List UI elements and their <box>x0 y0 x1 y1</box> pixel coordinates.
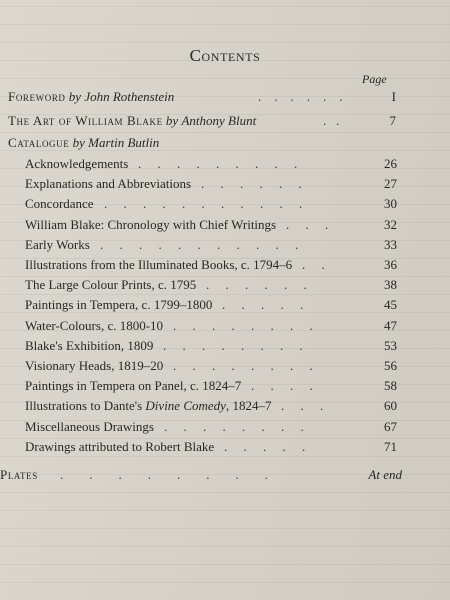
leader-dots: . . <box>302 257 341 272</box>
page-column-header: Page <box>362 72 387 86</box>
catalogue-entry-label: Paintings in Tempera on Panel, c. 1824–7 <box>25 378 242 394</box>
catalogue-entry-label <box>25 397 271 415</box>
catalogue-entry-page: 38 <box>384 277 397 293</box>
catalogue-entry-page: 26 <box>384 156 397 171</box>
catalogue-entry-page: 30 <box>384 196 397 212</box>
catalogue-entry-label: Early Works <box>25 236 90 252</box>
catalogue-entry-label: The Large Colour Prints, c. 1795 <box>25 277 197 293</box>
leader-dots: . . . . . . . . . <box>138 156 314 171</box>
leader-dots: . . . . . . . . . . . <box>100 236 315 252</box>
catalogue-entry-page: 58 <box>384 378 397 394</box>
catalogue-entry-page: 45 <box>384 297 397 313</box>
leader-dots: . . . . . . . . <box>173 358 329 373</box>
art-by: by <box>165 113 179 128</box>
catalogue-entry[interactable] <box>25 357 400 375</box>
catalogue-entry-page: 56 <box>384 358 397 373</box>
leader-dots: . . . . . . <box>206 277 323 293</box>
catalogue-entry-page: 71 <box>384 438 397 454</box>
toc-entry-art-of-blake[interactable] <box>8 112 398 130</box>
label-part: Illustrations to Dante's <box>25 398 146 414</box>
foreword-by: by <box>68 89 82 104</box>
label-italic-part: Divine Comedy <box>145 398 226 414</box>
foreword-label: Foreword <box>8 89 66 104</box>
leader-dots: . . <box>323 113 340 128</box>
leader-dots: . . . . . . <box>201 176 318 192</box>
catalogue-entry-label: Water-Colours, c. 1800-10 <box>25 317 164 333</box>
toc-entry-plates[interactable] <box>0 466 405 484</box>
page-title: Contents <box>189 46 261 65</box>
catalogue-entry-page: 33 <box>384 236 397 252</box>
catalogue-entry[interactable] <box>25 216 400 234</box>
catalogue-entry[interactable] <box>25 175 400 193</box>
catalogue-entry-page: 67 <box>384 418 397 434</box>
catalogue-entry-label: William Blake: Chronology with Chief Writings <box>25 216 277 232</box>
catalogue-entry-label: Visionary Heads, 1819–20 <box>25 358 164 373</box>
catalogue-entry[interactable] <box>25 317 400 335</box>
label-part: , 1824–7 <box>225 398 272 414</box>
catalogue-entry-label: Illustrations from the Illuminated Books, c. 1794–6 <box>25 257 293 272</box>
catalogue-label: Catalogue <box>8 135 70 150</box>
catalogue-entry[interactable] <box>25 276 400 294</box>
leader-dots: . . . . . . <box>258 89 343 104</box>
catalogue-entry-page: 36 <box>384 257 397 272</box>
catalogue-entry-page: 47 <box>384 317 397 333</box>
catalogue-entry-page: 53 <box>384 337 397 353</box>
leader-dots: . . . . . <box>224 438 322 454</box>
leader-dots: . . . . . . . . <box>60 467 268 482</box>
plates-label: Plates <box>0 467 38 482</box>
leader-dots: . . . . . <box>222 297 320 313</box>
catalogue-entry[interactable] <box>25 296 400 314</box>
catalogue-entry-page: 32 <box>384 216 397 232</box>
foreword-page: I <box>391 89 396 104</box>
catalogue-author: Martin Butlin <box>88 135 160 150</box>
catalogue-entry-label: Acknowledgements <box>25 156 129 171</box>
leader-dots: . . . . <box>251 378 329 394</box>
catalogue-entry-label: Concordance <box>25 196 94 212</box>
leader-dots: . . . . . . . . <box>163 337 319 353</box>
leader-dots: . . . <box>281 398 340 414</box>
leader-dots: . . . . . . . . <box>173 317 329 333</box>
catalogue-entry-label: Blake's Exhibition, 1809 <box>25 337 154 353</box>
catalogue-entry[interactable] <box>25 195 400 213</box>
toc-entry-foreword[interactable] <box>8 88 398 106</box>
catalogue-entry[interactable] <box>25 337 400 355</box>
art-author: Anthony Blunt <box>181 113 257 128</box>
catalogue-entry[interactable] <box>25 397 400 415</box>
leader-dots: . . . . . . . . . . . <box>104 196 319 212</box>
catalogue-entry[interactable] <box>25 236 400 254</box>
catalogue-entry[interactable] <box>25 438 400 456</box>
art-page: 7 <box>389 113 396 128</box>
catalogue-entry-page: 60 <box>384 398 397 414</box>
leader-dots: . . . <box>286 216 345 232</box>
plates-page: At end <box>368 467 402 482</box>
leader-dots: . . . . . . . . <box>164 418 320 434</box>
catalogue-entry-label: Miscellaneous Drawings <box>25 418 154 434</box>
catalogue-entry-label: Drawings attributed to Robert Blake <box>25 438 215 454</box>
toc-entry-catalogue[interactable] <box>8 134 398 152</box>
foreword-author: John Rothenstein <box>84 89 175 104</box>
catalogue-entry[interactable] <box>25 418 400 436</box>
catalogue-entry-label: Explanations and Abbreviations <box>25 176 192 192</box>
catalogue-entry-page: 27 <box>384 176 397 192</box>
catalogue-by: by <box>72 135 85 150</box>
catalogue-entry[interactable] <box>25 155 400 173</box>
catalogue-entry[interactable] <box>25 256 400 274</box>
catalogue-entry[interactable] <box>25 377 400 395</box>
catalogue-entry-label: Paintings in Tempera, c. 1799–1800 <box>25 297 213 313</box>
art-label: The Art of William Blake <box>8 113 163 128</box>
